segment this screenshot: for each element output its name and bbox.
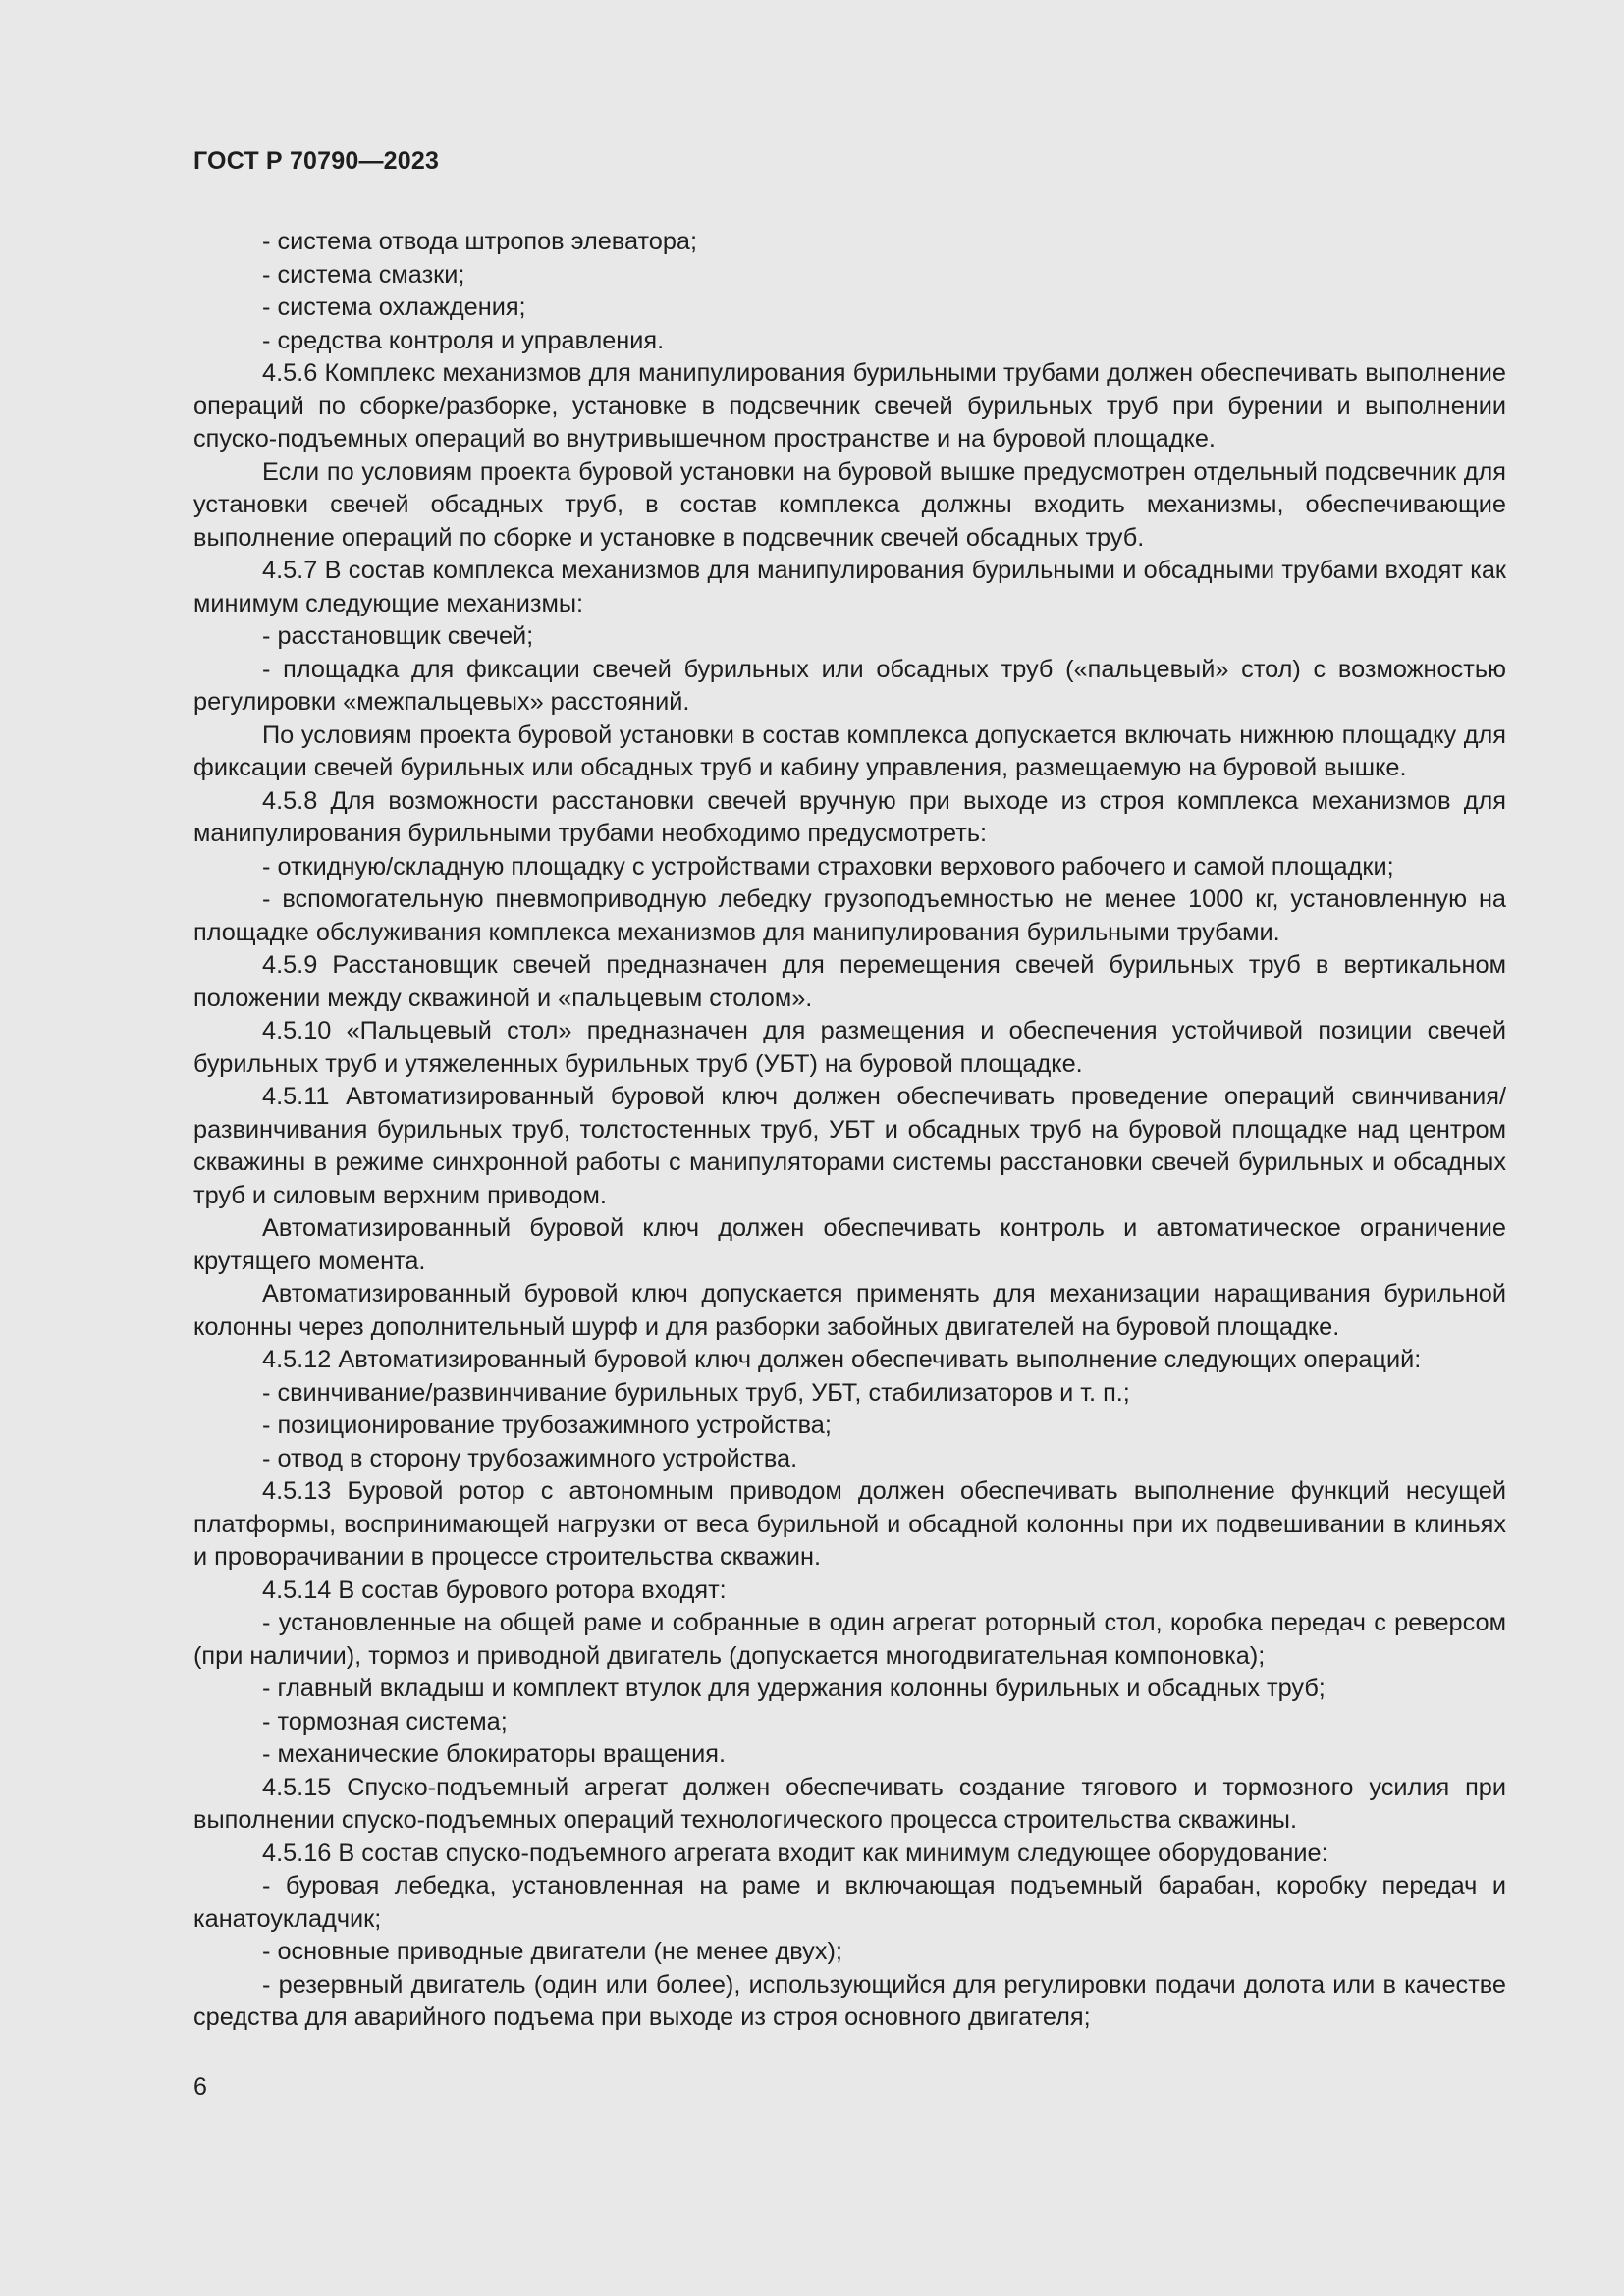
paragraph: - вспомогательную пневмоприводную лебедку грузоподъемностью не менее 1000 кг, установленную на площадке обслуживания комплекса механизмов для манипулирования бурильными трубами. [193,885,1506,946]
paragraph: По условиям проекта буровой установки в состав комплекса допускается включать нижнюю площадку для фиксации свечей бурильных или обсадных труб и кабину управления, размещаемую на буровой вышке. [193,721,1506,781]
paragraph: - расстановщик свечей; [262,622,534,650]
paragraph: 4.5.14 В состав бурового ротора входят: [262,1575,727,1604]
paragraph: - система охлаждения; [262,294,526,321]
paragraph: - система смазки; [262,260,465,289]
paragraph: - площадка для фиксации свечей бурильных или обсадных труб («пальцевый» стол) с возможностью регулировки «межпальцевых» расстояний. [193,655,1506,716]
paragraph: 4.5.10 «Пальцевый стол» предназначен для размещения и обеспечения устойчивой позиции свечей бурильных труб и утяжеленных бурильных труб (УБТ) на буровой площадке. [193,1017,1506,1078]
paragraph: - свинчивание/развинчивание бурильных труб, УБТ, стабилизаторов и т. п.; [262,1378,1130,1407]
paragraph: 4.5.11 Автоматизированный буровой ключ должен обеспечивать проведение операций свинчивания/развинчивания бурильных труб, толстостенных труб, УБТ и обсадных труб на буровой площадке над центром скважины в режиме синхронной работы с манипуляторами системы расстановки свечей бурильных и обсадных труб и силовым верхним приводом. [193,1083,1506,1209]
paragraph: 4.5.12 Автоматизированный буровой ключ должен обеспечивать выполнение следующих операций: [262,1346,1422,1373]
paragraph: - система отвода штропов элеватора; [262,228,698,255]
paragraph: Автоматизированный буровой ключ допускается применять для механизации наращивания бурильной колонны через дополнительный шурф и для разборки забойных двигателей на буровой площадке. [193,1280,1506,1341]
paragraph: 4.5.6 Комплекс механизмов для манипулирования бурильными трубами должен обеспечивать выполнение операций по сборке/разборке, установке в подсвечник свечей бурильных труб при бурении и выполнении спуско-подъемных операций во внутривышечном пространстве и на буровой площадке. [193,359,1506,453]
paragraph: 4.5.7 В состав комплекса механизмов для манипулирования бурильными и обсадными трубами входят как минимум следующие механизмы: [193,557,1506,617]
paragraph: - основные приводные двигатели (не менее двух); [262,1938,842,1965]
document-body [193,226,1506,2035]
paragraph: 4.5.9 Расстановщик свечей предназначен для перемещения свечей бурильных труб в вертикальном положении между скважиной и «пальцевым столом». [193,951,1506,1012]
page-number: 6 [193,2073,207,2101]
paragraph: - главный вкладыш и комплект втулок для удержания колонны бурильных и обсадных труб; [262,1675,1326,1702]
paragraph: 4.5.8 Для возможности расстановки свечей вручную при выходе из строя комплекса механизмов для манипулирования бурильными трубами необходимо предусмотреть: [193,786,1506,847]
paragraph: - резервный двигатель (один или более), использующийся для регулировки подачи долота или в качестве средства для аварийного подъема при выходе из строя основного двигателя; [193,1970,1506,2031]
paragraph: - откидную/складную площадку с устройствами страховки верхового рабочего и самой площадки; [262,852,1394,881]
document-header: ГОСТ Р 70790—2023 [193,147,440,175]
paragraph: - тормозная система; [262,1707,508,1735]
paragraph: - механические блокираторы вращения. [262,1740,726,1768]
paragraph: - позиционирование трубозажимного устройства; [262,1412,832,1439]
paragraph: 4.5.13 Буровой ротор с автономным приводом должен обеспечивать выполнение функций несущей платформы, воспринимающей нагрузки от веса бурильной и обсадной колонны при их подвешивании в клиньях и проворачивании в процессе строительства скважин. [193,1477,1506,1571]
paragraph: - средства контроля и управления. [262,326,665,354]
paragraph: Если по условиям проекта буровой установки на буровой вышке предусмотрен отдельный подсвечник для установки свечей обсадных труб, в состав комплекса должны входить механизмы, обеспечивающие выполнение операций по сборке и установке в подсвечник свечей обсадных труб. [193,457,1506,552]
paragraph: 4.5.15 Спуско-подъемный агрегат должен обеспечивать создание тягового и тормозного усилия при выполнении спуско-подъемных операций технологического процесса строительства скважины. [193,1773,1506,1834]
paragraph: 4.5.16 В состав спуско-подъемного агрегата входит как минимум следующее оборудование: [262,1839,1328,1867]
paragraph: - буровая лебедка, установленная на раме и включающая подъемный барабан, коробку передач и канатоукладчик; [193,1872,1506,1933]
paragraph: Автоматизированный буровой ключ должен обеспечивать контроль и автоматическое ограничение крутящего момента. [193,1214,1506,1275]
paragraph: - отвод в сторону трубозажимного устройства. [262,1444,798,1472]
paragraph: - установленные на общей раме и собранные в один агрегат роторный стол, коробка передач с реверсом (при наличии), тормоз и приводной двигатель (допускается многодвигательная компоновка); [193,1609,1506,1670]
